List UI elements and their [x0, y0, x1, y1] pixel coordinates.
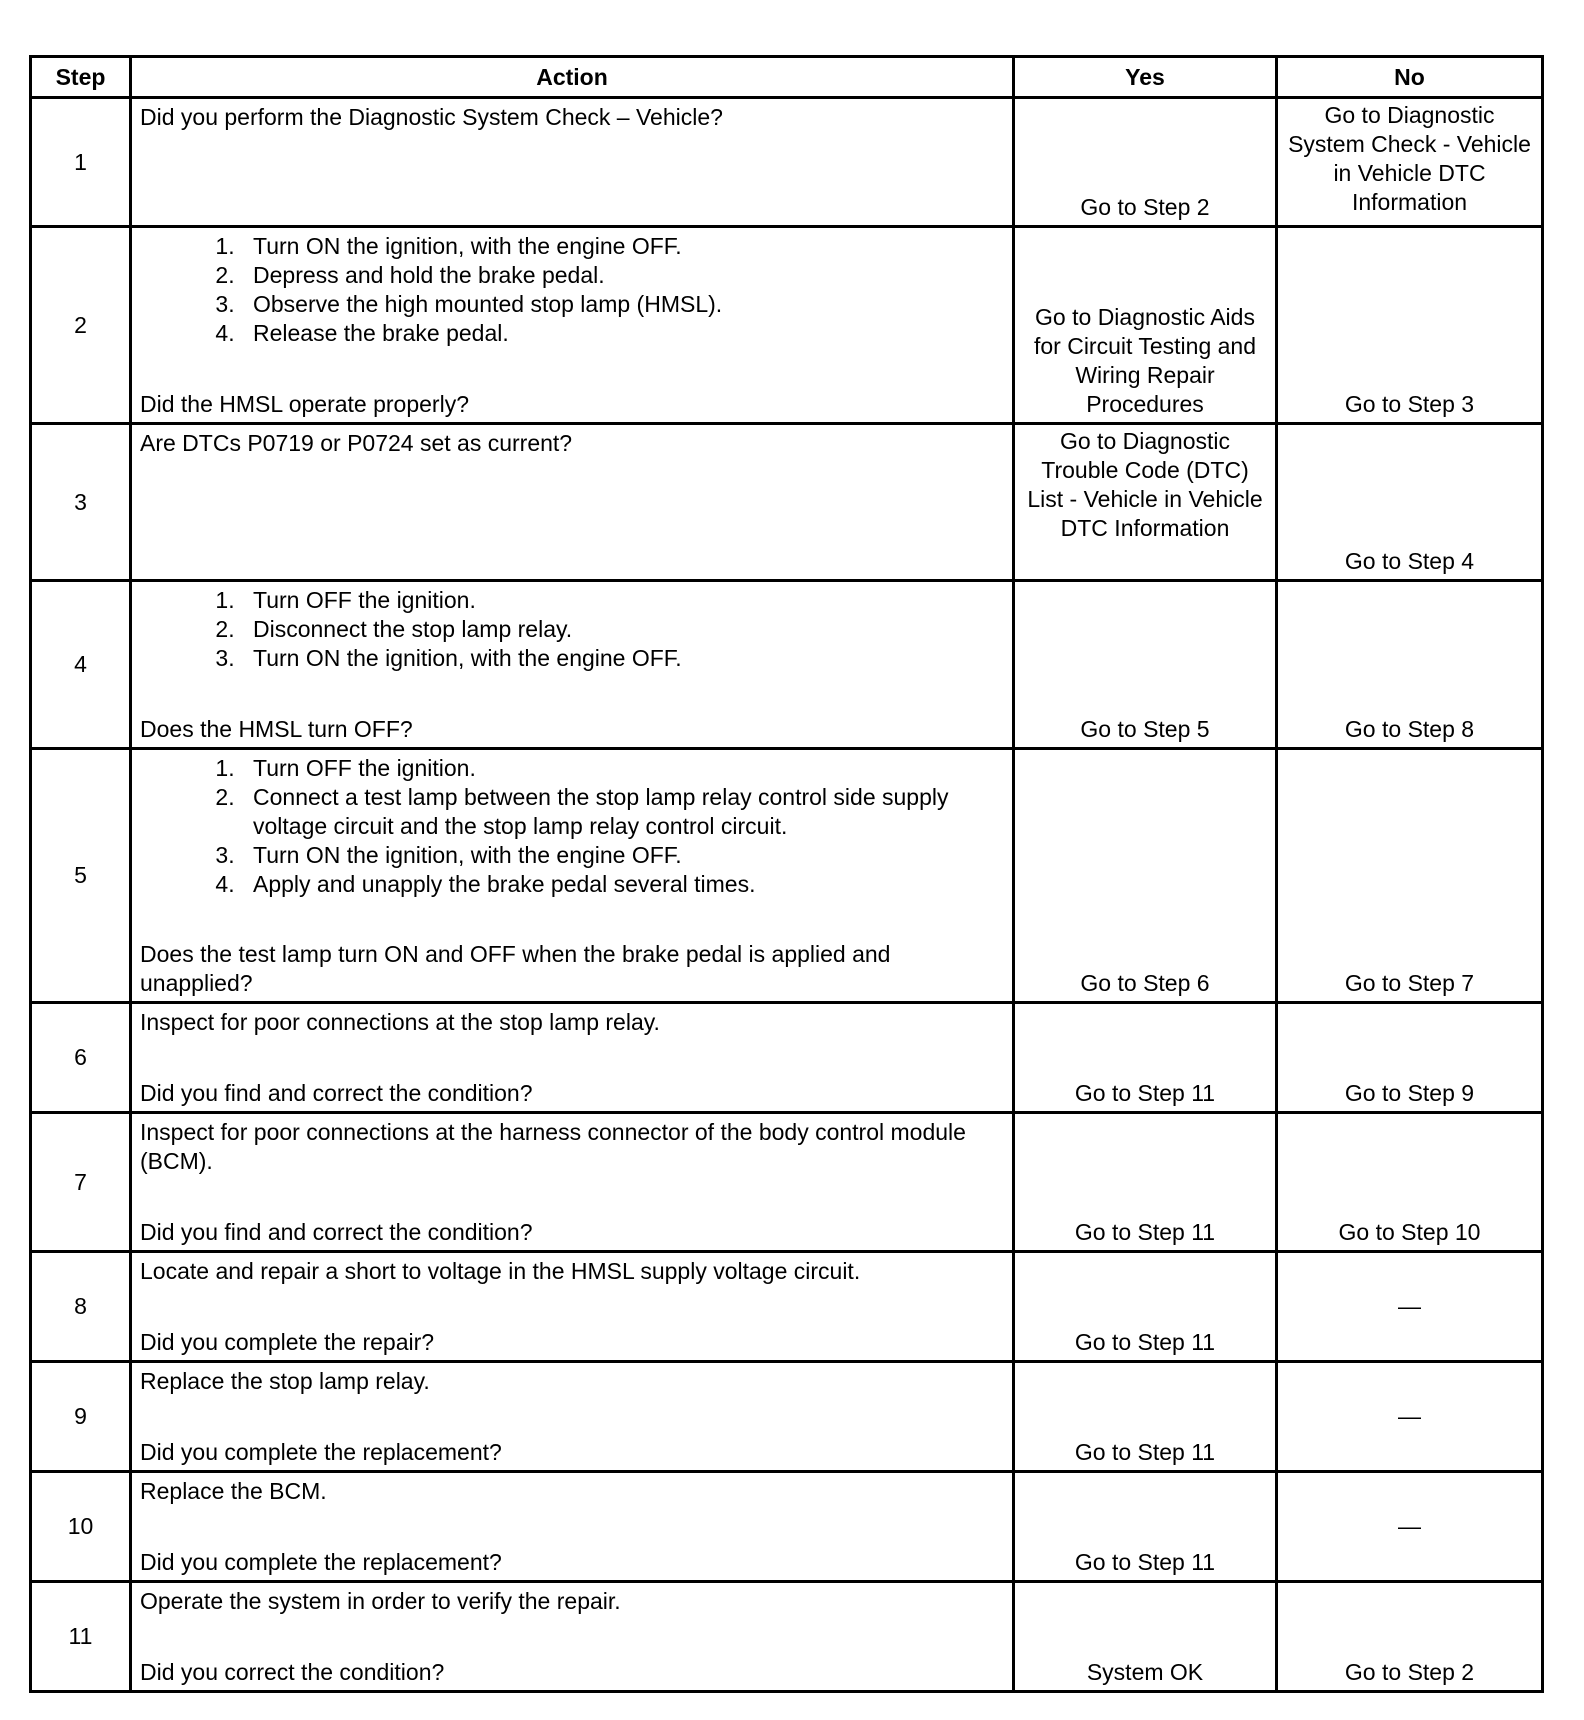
action-step-item: 3. Turn ON the ignition, with the engine OFF. — [241, 841, 1002, 870]
step-number: 1 — [31, 98, 131, 227]
action-step-item: 4. Apply and unapply the brake pedal several times. — [241, 870, 1002, 899]
action-question: Did you complete the replacement? — [140, 1549, 502, 1575]
action-question: Did you find and correct the condition? — [140, 1080, 533, 1106]
action-cell — [131, 227, 1014, 424]
action-cell — [131, 424, 1014, 581]
table-row — [31, 424, 1543, 581]
action-cell — [131, 749, 1014, 1003]
yes-result: Go to Step 11 — [1014, 1362, 1277, 1472]
yes-result: Go to Step 11 — [1014, 1003, 1277, 1113]
action-step-item: 2. Disconnect the stop lamp relay. — [241, 615, 1002, 644]
table-row — [31, 98, 1543, 227]
table-row — [31, 1472, 1543, 1582]
no-result: — — [1277, 1362, 1543, 1472]
step-number: 5 — [31, 749, 131, 1003]
header-yes: Yes — [1014, 57, 1277, 98]
step-number: 6 — [31, 1003, 131, 1113]
table-row — [31, 1003, 1543, 1113]
step-number: 3 — [31, 424, 131, 581]
action-cell — [131, 1362, 1014, 1472]
action-question: Did the HMSL operate properly? — [140, 391, 469, 417]
action-intro: Replace the stop lamp relay. — [140, 1368, 430, 1394]
yes-result: Go to Step 6 — [1014, 749, 1277, 1003]
action-steps-list — [140, 232, 1002, 348]
step-number: 7 — [31, 1113, 131, 1252]
table-row — [31, 1113, 1543, 1252]
action-cell — [131, 581, 1014, 749]
yes-result: System OK — [1014, 1582, 1277, 1692]
action-cell — [131, 1472, 1014, 1582]
action-intro: Replace the BCM. — [140, 1478, 327, 1504]
table-row — [31, 1582, 1543, 1692]
table-row — [31, 1252, 1543, 1362]
no-result: Go to Step 9 — [1277, 1003, 1543, 1113]
no-result: Go to Diagnostic System Check - Vehicle in Vehicle DTC Information — [1277, 98, 1543, 227]
no-result: Go to Step 2 — [1277, 1582, 1543, 1692]
action-intro: Did you perform the Diagnostic System Check – Vehicle? — [140, 104, 723, 130]
action-step-item: 1. Turn OFF the ignition. — [241, 586, 1002, 615]
table-row — [31, 1362, 1543, 1472]
action-step-item: 3. Observe the high mounted stop lamp (HMSL). — [241, 290, 1002, 319]
header-row — [31, 57, 1543, 98]
action-intro: Locate and repair a short to voltage in the HMSL supply voltage circuit. — [140, 1258, 861, 1284]
step-number: 11 — [31, 1582, 131, 1692]
yes-result: Go to Step 2 — [1014, 98, 1277, 227]
action-question: Did you complete the repair? — [140, 1329, 435, 1355]
yes-result: Go to Step 11 — [1014, 1113, 1277, 1252]
no-result: Go to Step 3 — [1277, 227, 1543, 424]
no-result: — — [1277, 1472, 1543, 1582]
step-number: 10 — [31, 1472, 131, 1582]
action-step-item: 2. Depress and hold the brake pedal. — [241, 261, 1002, 290]
yes-result: Go to Diagnostic Trouble Code (DTC) List - Vehicle in Vehicle DTC Information — [1014, 424, 1277, 581]
action-step-item: 2. Connect a test lamp between the stop lamp relay control side supply voltage circuit and the stop lamp relay control circuit. — [241, 783, 1002, 841]
action-step-item: 4. Release the brake pedal. — [241, 319, 1002, 348]
action-question: Did you correct the condition? — [140, 1659, 445, 1685]
action-question: Did you complete the replacement? — [140, 1439, 502, 1465]
no-result: — — [1277, 1252, 1543, 1362]
no-result: Go to Step 4 — [1277, 424, 1543, 581]
yes-result: Go to Step 5 — [1014, 581, 1277, 749]
action-step-item: 1. Turn OFF the ignition. — [241, 754, 1002, 783]
diagnostic-table — [29, 55, 1544, 1693]
action-cell — [131, 98, 1014, 227]
step-number: 8 — [31, 1252, 131, 1362]
header-action: Action — [131, 57, 1014, 98]
step-number: 4 — [31, 581, 131, 749]
action-steps-list — [140, 586, 1002, 673]
action-intro: Inspect for poor connections at the stop lamp relay. — [140, 1009, 660, 1035]
action-cell — [131, 1582, 1014, 1692]
action-intro: Operate the system in order to verify the repair. — [140, 1588, 621, 1614]
header-no: No — [1277, 57, 1543, 98]
step-number: 2 — [31, 227, 131, 424]
yes-result: Go to Step 11 — [1014, 1472, 1277, 1582]
action-steps-list — [140, 754, 1002, 899]
action-intro: Inspect for poor connections at the harness connector of the body control module (BCM). — [140, 1119, 966, 1174]
action-step-item: 1. Turn ON the ignition, with the engine OFF. — [241, 232, 1002, 261]
table-row — [31, 749, 1543, 1003]
action-cell — [131, 1003, 1014, 1113]
no-result: Go to Step 10 — [1277, 1113, 1543, 1252]
action-cell — [131, 1113, 1014, 1252]
action-cell — [131, 1252, 1014, 1362]
yes-result: Go to Step 11 — [1014, 1252, 1277, 1362]
action-question: Did you find and correct the condition? — [140, 1219, 533, 1245]
action-intro: Are DTCs P0719 or P0724 set as current? — [140, 430, 573, 456]
yes-result: Go to Diagnostic Aids for Circuit Testing and Wiring Repair Procedures — [1014, 227, 1277, 424]
action-question: Does the test lamp turn ON and OFF when the brake pedal is applied and unapplied? — [140, 941, 891, 996]
no-result: Go to Step 7 — [1277, 749, 1543, 1003]
action-step-item: 3. Turn ON the ignition, with the engine OFF. — [241, 644, 1002, 673]
table-row — [31, 581, 1543, 749]
header-step: Step — [31, 57, 131, 98]
no-result: Go to Step 8 — [1277, 581, 1543, 749]
action-question: Does the HMSL turn OFF? — [140, 716, 413, 742]
table-row — [31, 227, 1543, 424]
step-number: 9 — [31, 1362, 131, 1472]
